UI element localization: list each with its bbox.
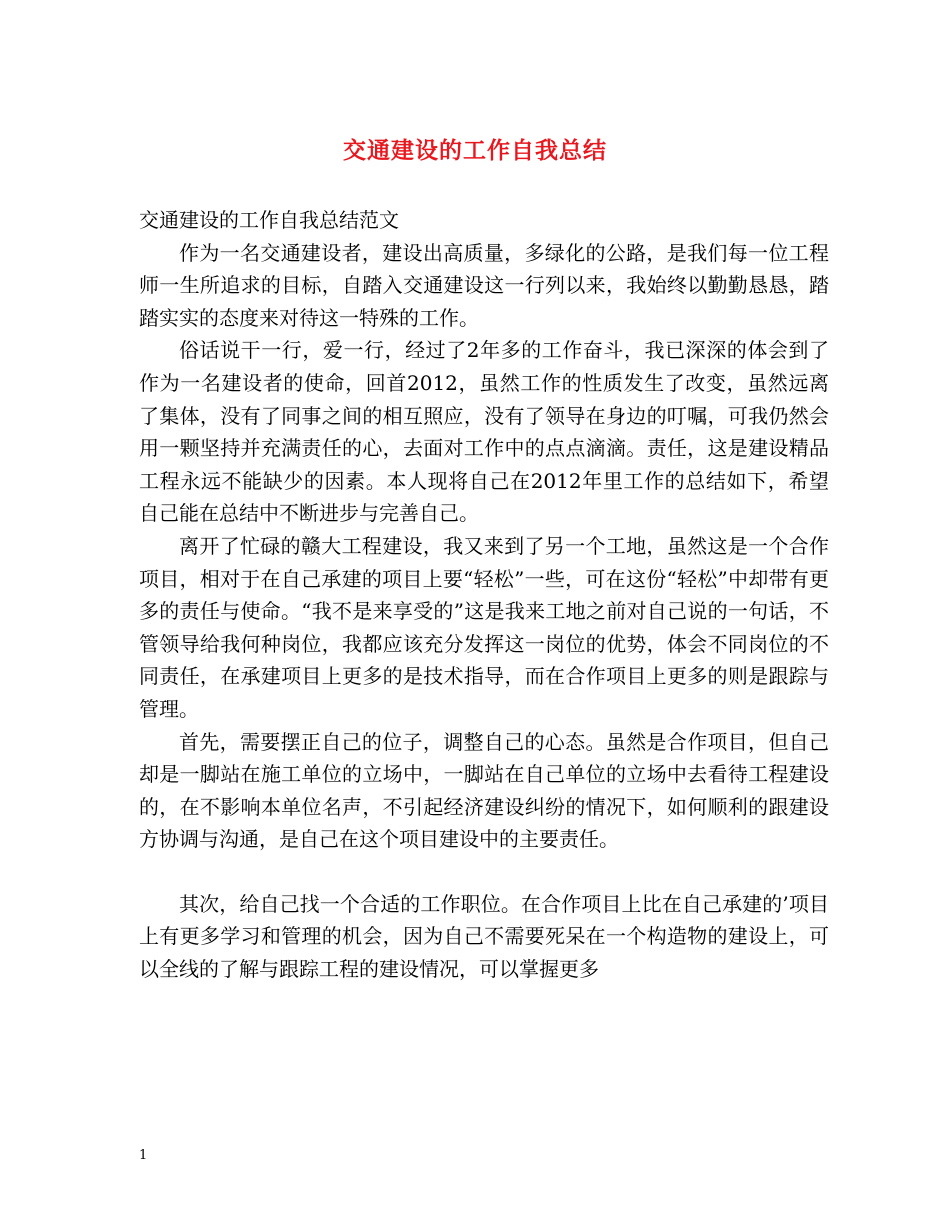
page-number: 1 — [139, 1148, 148, 1163]
document-body — [139, 204, 829, 986]
document-title: 交通建设的工作自我总结 — [343, 137, 607, 164]
paragraph-intro: 作为一名交通建设者，建设出高质量，多绿化的公路，是我们每一位工程师一生所追求的目标，自踏入交通建设这一行列以来，我始终以勤勤恳恳，踏踏实实的态度来对待这一特殊的工作。 — [139, 240, 829, 330]
paragraph-reflection: 俗话说干一行，爱一行，经过了2年多的工作奋斗，我已深深的体会到了作为一名建设者的使命，回首2012，虽然工作的性质发生了改变，虽然远离了集体，没有了同事之间的相互照应，没有了领导在身边的叮嘱，可我仍然会用一颗坚持并充满责任的心，去面对工作中的点点滴滴。责任，这是建设精品工程永远不能缺少的因素。本人现将自己在2012年里工作的总结如下，希望自己能在总结中不断进步与完善自己。 — [139, 338, 829, 526]
paragraph-new-project: 离开了忙碌的赣大工程建设，我又来到了另一个工地，虽然这是一个合作项目，相对于在自己承建的项目上要“轻松”一些，可在这份“轻松”中却带有更多的责任与使命。“我不是来享受的”这是我来工地之前对自己说的一句话，不管领导给我何种岗位，我都应该充分发挥这一岗位的优势，体会不同岗位的不同责任，在承建项目上更多的是技术指导，而在合作项目上更多的则是跟踪与管理。 — [139, 533, 829, 721]
paragraph-first-point: 首先，需要摆正自己的位子，调整自己的心态。虽然是合作项目，但自己却是一脚站在施工单位的立场中，一脚站在自己单位的立场中去看待工程建设的，在不影响本单位名声，不引起经济建设纠纷的情况下，如何顺利的跟建设方协调与沟通，是自己在这个项目建设中的主要责任。 — [139, 729, 829, 852]
paragraph-second-point: 其次，给自己找一个合适的工作职位。在合作项目上比在自己承建的’项目上有更多学习和管理的机会，因为自己不需要死呆在一个构造物的建设上，可以全线的了解与跟踪工程的建设情况，可以掌握更多 — [139, 891, 829, 982]
document-subtitle: 交通建设的工作自我总结范文 — [139, 208, 399, 232]
